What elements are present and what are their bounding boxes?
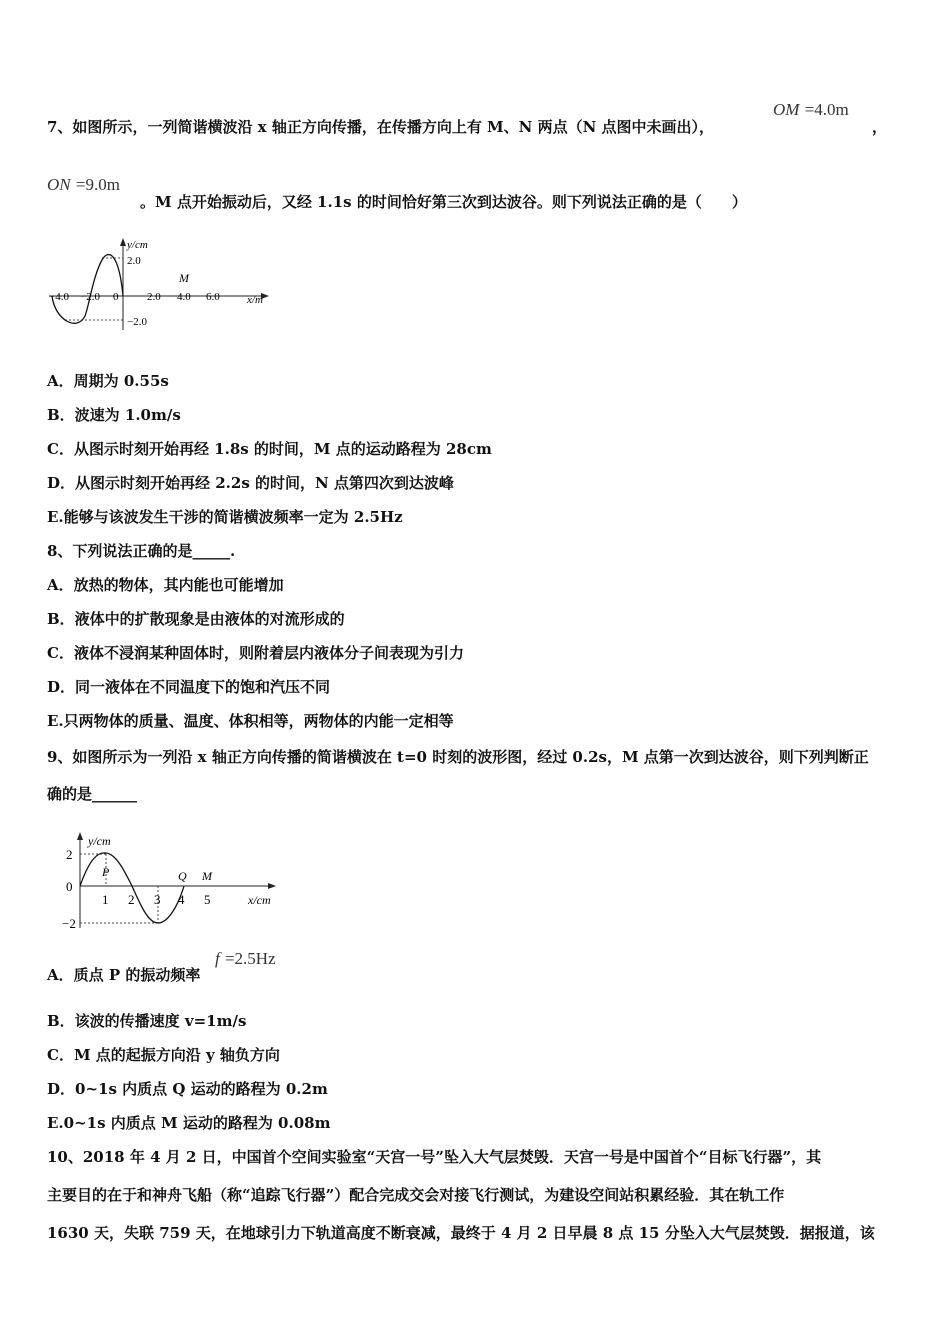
q7-point-m: M xyxy=(179,271,189,285)
q8-option-c[interactable]: C．液体不浸润某种固体时，则附着层内液体分子间表现为引力 xyxy=(47,644,464,662)
om-variable: OM xyxy=(773,100,800,119)
q9-option-a[interactable] xyxy=(47,964,200,985)
q9-y-pos-label: 2 xyxy=(66,847,73,862)
q7-y-arrow-icon xyxy=(120,238,126,246)
on-value: =9.0m xyxy=(75,175,120,194)
q7-stem-text: 7、如图所示，一列简谐横波沿 x 轴正方向传播，在传播方向上有 M、N 两点（N 点图中未画出）， xyxy=(47,118,715,136)
q9-point-p: P xyxy=(102,865,110,879)
q10-stem-line2: 主要目的在于和神舟飞船（称“追踪飞行器”）配合完成交会对接飞行测试，为建设空间站积累经验．其在轨工作 xyxy=(47,1186,785,1204)
q7-stem-line2: 。M 点开始振动后，又经 1.1s 的时间恰好第三次到达波谷。则下列说法正确的是（ ） xyxy=(140,193,747,211)
q7-option-e[interactable]: E.能够与该波发生干涉的简谐横波频率一定为 2.5Hz xyxy=(47,508,403,526)
q9-option-a-formula xyxy=(215,949,276,969)
q7-y-neg-label: −2.0 xyxy=(127,316,147,328)
q7-option-a[interactable]: A．周期为 0.55s xyxy=(47,372,169,390)
q9-option-d[interactable]: D．0~1s 内质点 Q 运动的路程为 0.2m xyxy=(47,1080,328,1098)
q7-tick-label: −4.0 xyxy=(49,291,69,303)
q8-stem: 8、下列说法正确的是_____. xyxy=(47,542,236,560)
q9-stem-line2: 确的是______ xyxy=(47,785,138,803)
q10-stem-line1: 10、2018 年 4 月 2 日，中国首个空间实验室“天宫一号”坠入大气层焚毁．天宫一号是中国首个“目标飞行器”，其 xyxy=(47,1148,822,1166)
on-variable: ON xyxy=(47,175,71,194)
frequency-value: =2.5Hz xyxy=(224,949,276,968)
q9-option-a-text: A．质点 P 的振动频率 xyxy=(47,966,201,984)
q7-option-c[interactable]: C．从图示时刻开始再经 1.8s 的时间，M 点的运动路程为 28cm xyxy=(47,440,492,458)
q9-option-e[interactable]: E.0~1s 内质点 M 运动的路程为 0.08m xyxy=(47,1114,331,1132)
q7-option-d[interactable]: D．从图示时刻开始再经 2.2s 的时间，N 点第四次到达波峰 xyxy=(47,474,454,492)
q7-om-formula xyxy=(773,100,849,120)
q9-option-c[interactable]: C．M 点的起振方向沿 y 轴负方向 xyxy=(47,1046,280,1064)
om-value: =4.0m xyxy=(804,100,849,119)
q9-tick-label: 1 xyxy=(102,892,109,907)
frequency-variable: f xyxy=(215,949,220,968)
q9-wave-figure xyxy=(60,828,290,936)
q7-x-label: x/m xyxy=(247,294,263,306)
q9-stem-line1: 9、如图所示为一列沿 x 轴正方向传播的简谐横波在 t=0 时刻的波形图，经过 0.2s，M 点第一次到达波谷，则下列判断正 xyxy=(47,748,869,766)
q9-tick-label: 3 xyxy=(154,892,161,907)
q7-tick-label: 0 xyxy=(113,291,119,303)
q7-y-label: y/cm xyxy=(127,239,148,251)
q9-option-b[interactable]: B．该波的传播速度 v=1m/s xyxy=(47,1012,247,1030)
q7-tick-label: 4.0 xyxy=(177,291,191,303)
q7-y-pos-label: 2.0 xyxy=(127,255,141,267)
q8-option-e[interactable]: E.只两物体的质量、温度、体积相等，两物体的内能一定相等 xyxy=(47,712,454,730)
q7-stem-line1 xyxy=(47,116,714,137)
q9-point-q: Q xyxy=(178,869,187,883)
q7-tick-label: 2.0 xyxy=(147,291,161,303)
q7-wave-figure xyxy=(47,236,277,332)
q9-y-neg-label: −2 xyxy=(62,916,76,931)
q8-option-a[interactable]: A．放热的物体，其内能也可能增加 xyxy=(47,576,284,594)
q9-tick-label: 5 xyxy=(204,892,211,907)
q8-option-b[interactable]: B．液体中的扩散现象是由液体的对流形成的 xyxy=(47,610,345,628)
q9-tick-label: 4 xyxy=(178,892,185,907)
q8-option-d[interactable]: D．同一液体在不同温度下的饱和汽压不同 xyxy=(47,678,331,696)
q10-stem-line3: 1630 天，失联 759 天，在地球引力下轨道高度不断衰减，最终于 4 月 2 日早晨 8 点 15 分坠入大气层焚毁．据报道，该 xyxy=(47,1224,875,1242)
q7-on-formula xyxy=(47,175,120,195)
q9-tick-label: 2 xyxy=(128,892,135,907)
q9-x-arrow-icon xyxy=(268,883,276,889)
q9-x-label: x/cm xyxy=(248,893,271,907)
q7-tick-label: 6.0 xyxy=(206,291,220,303)
q9-y-zero-label: 0 xyxy=(66,879,73,894)
q7-option-b[interactable]: B．波速为 1.0m/s xyxy=(47,406,181,424)
q9-point-m: M xyxy=(202,869,212,883)
q7-comma: ， xyxy=(872,118,888,136)
q7-tick-label: −2.0 xyxy=(80,291,100,303)
q7-wave-curve xyxy=(52,255,123,324)
q9-wave-curve xyxy=(80,853,184,923)
q9-y-arrow-icon xyxy=(77,832,83,840)
q9-y-label: y/cm xyxy=(88,834,111,848)
